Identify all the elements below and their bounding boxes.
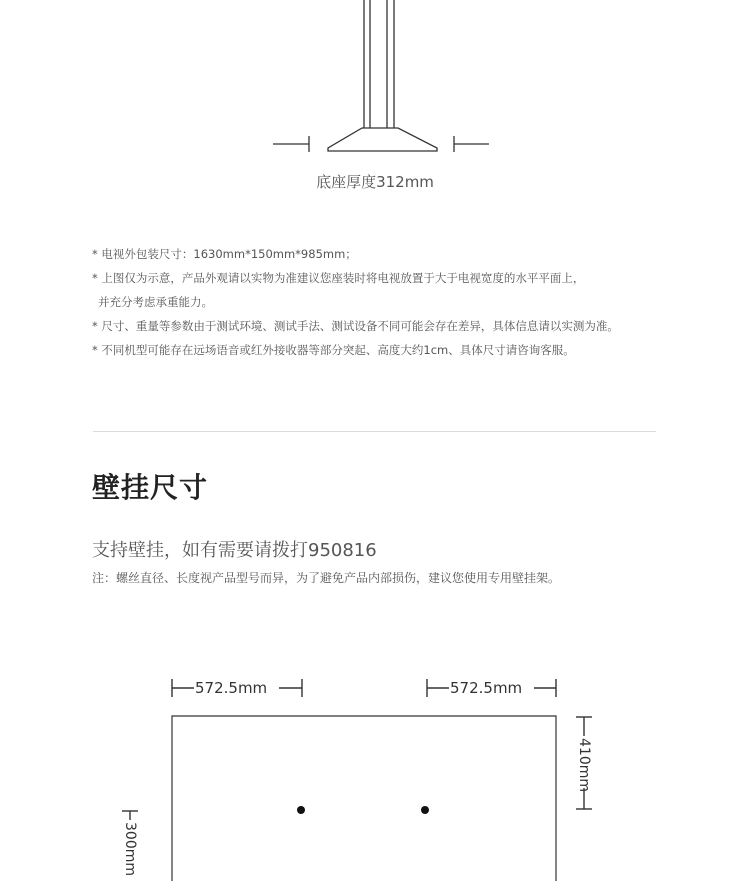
stand-pole xyxy=(364,0,394,128)
section-footnote: 注：螺丝直径、长度视产品型号而异，为了避免产品内部损伤，建议您使用专用壁挂架。 xyxy=(92,571,561,585)
stand-base xyxy=(328,128,437,151)
left-height-dimension xyxy=(122,811,138,820)
right-height-label: 410mm xyxy=(576,738,592,792)
right-depth-marker xyxy=(454,136,489,152)
tv-panel-outline xyxy=(172,716,556,881)
note-item: * 电视外包装尺寸：1630mm*150mm*985mm； xyxy=(92,247,357,261)
section-divider xyxy=(93,431,656,432)
mount-hole xyxy=(421,806,429,814)
stand-diagram xyxy=(0,0,750,200)
right-width-label: 572.5mm xyxy=(450,679,523,697)
section-subtitle: 支持壁挂，如有需要请拨打950816 xyxy=(92,540,377,561)
wall-mount-diagram xyxy=(0,660,750,881)
section-title: 壁挂尺寸 xyxy=(92,471,209,504)
left-depth-marker xyxy=(273,136,309,152)
left-width-label: 572.5mm xyxy=(195,679,268,697)
note-item: 并充分考虑承重能力。 xyxy=(98,295,213,309)
stand-depth-caption: 底座厚度312mm xyxy=(316,173,434,191)
left-height-label: 300mm xyxy=(122,822,138,876)
note-item: * 上图仅为示意，产品外观请以实物为准建议您座装时将电视放置于大于电视宽度的水平平面上， xyxy=(92,271,585,285)
mount-hole xyxy=(297,806,305,814)
notes-list xyxy=(92,242,619,362)
note-item: * 不同机型可能存在远场语音或红外接收器等部分突起、高度大约1cm、具体尺寸请咨询客服。 xyxy=(92,343,575,357)
note-item: * 尺寸、重量等参数由于测试环境、测试手法、测试设备不同可能会存在差异，具体信息请以实测为准。 xyxy=(92,319,619,333)
